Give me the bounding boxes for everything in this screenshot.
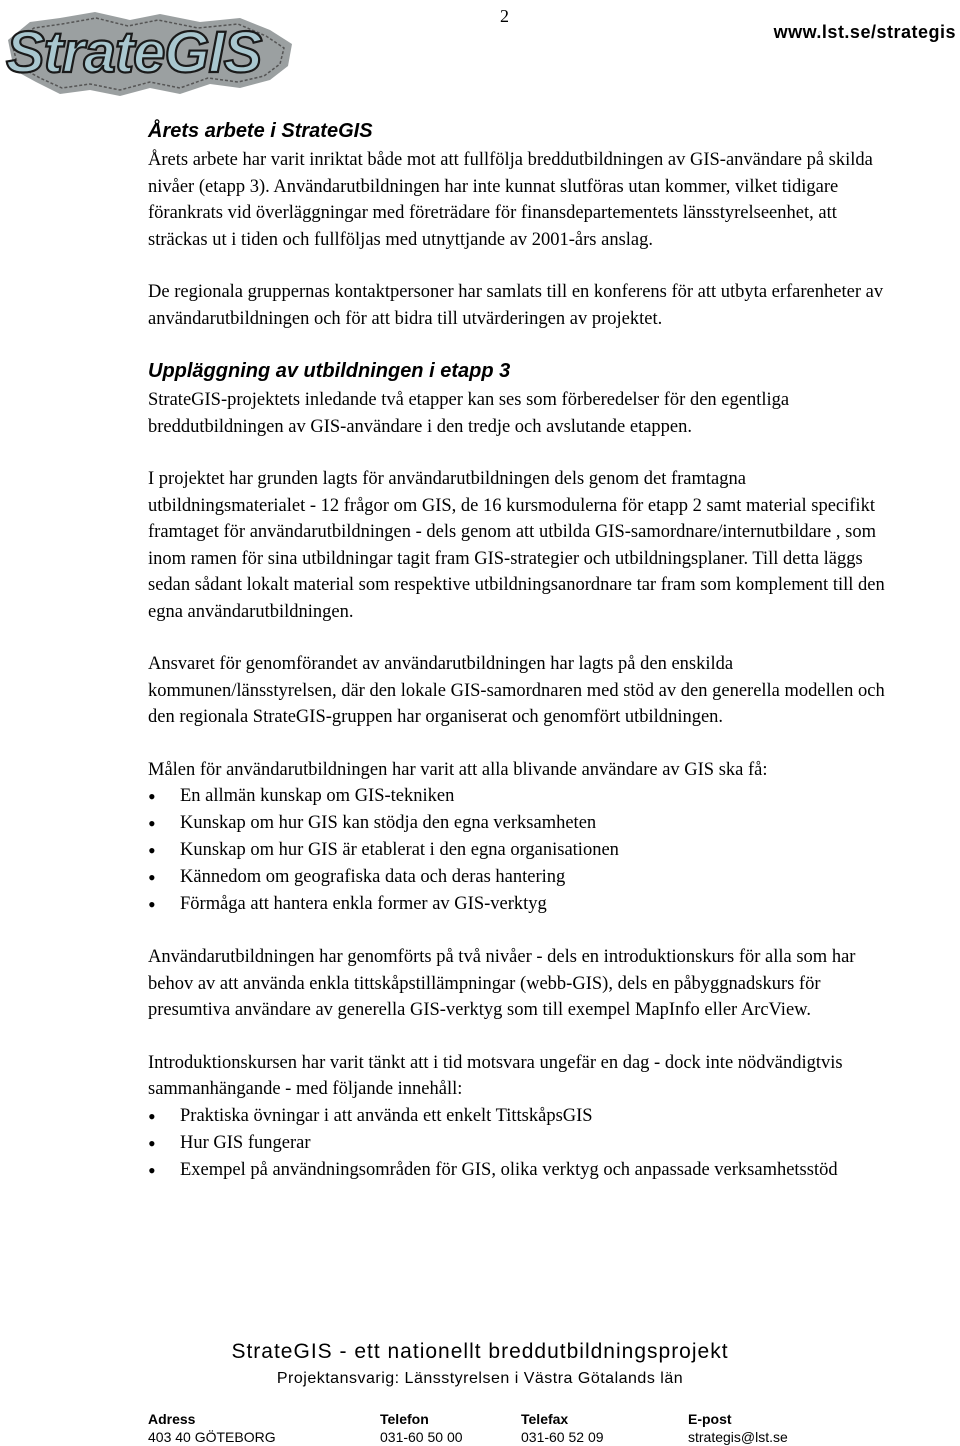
paragraph: Ansvaret för genomförandet av användarutbildningen har lagts på den enskilda kommunen/länsstyrelsen, där den lokale GIS-samordnaren med stöd av den generella modellen och den regionala StrateGIS-gruppen har organiserat och genomfört utbildningen. xyxy=(148,654,885,727)
list-item: • Kunskap om hur GIS kan stödja den egna verksamheten xyxy=(148,810,888,837)
section-heading-upplaggning: Uppläggning av utbildningen i etapp 3 xyxy=(148,360,511,382)
paragraph: Användarutbildningen har genomförts på två nivåer - dels en introduktionskurs för alla som har behov av att använda enkla tittskåpstillämpningar (webb-GIS), dels en påbyggnadskurs för presumtiva användare av generella GIS-verktyg som till exempel MapInfo eller ArcView. xyxy=(148,947,856,1020)
contact-email-link[interactable]: strategis@lst.se xyxy=(688,1429,788,1445)
list-item: • Kännedom om geografiska data och deras hantering xyxy=(148,864,888,891)
paragraph: StrateGIS-projektets inledande två etapper kan ses som förberedelser för den egentliga breddutbildningen av GIS-användare i den tredje och avslutande etappen. xyxy=(148,390,790,437)
list-item: • Kunskap om hur GIS är etablerat i den egna organisationen xyxy=(148,837,888,864)
contact-value: 403 40 GÖTEBORG xyxy=(148,1429,276,1445)
contact-address xyxy=(148,1410,276,1446)
goals-list xyxy=(148,783,888,918)
list-item: • Hur GIS fungerar xyxy=(148,1130,888,1157)
contact-label: Adress xyxy=(148,1411,196,1427)
section-heading-arets-arbete: Årets arbete i StrateGIS xyxy=(148,120,373,142)
logo-wordmark: StrateGIS xyxy=(6,20,262,85)
list-item: • Exempel på användningsområden för GIS, olika verktyg och anpassade verksamhetsstöd xyxy=(148,1157,888,1184)
list-item: • Praktiska övningar i att använda ett enkelt TittskåpsGIS xyxy=(148,1103,888,1130)
paragraph: I projektet har grunden lagts för användarutbildningen dels genom det framtagna utbildningsmaterialet - 12 frågor om GIS, de 16 kursmodulerna för etapp 2 samt material specifikt framtaget för användarutbildningen - dels genom att utbilda GIS-samordnare/internutbildare , som inom ramen för sina utbildningar tagit fram GIS-strategier och utbildningsplaner. Till detta läggs sedan sådant lokalt material som respektive utbildningsanordnare tar fram som komplement till den egna användarutbildningen. xyxy=(148,469,885,622)
paragraph: Årets arbete har varit inriktat både mot att fullfölja breddutbildningen av GIS-användare på skilda nivåer (etapp 3). Användarutbildningen har inte kunnat slutföras utan kommer, vilket tidigare förankrats vid överläggningar med företrädare för finansdepartementets länsstyrelseenhet, att sträckas ut i tiden och fullföljas med utnyttjande av 2001-års anslag. xyxy=(148,150,873,250)
contact-value: 031-60 52 09 xyxy=(521,1429,604,1445)
paragraph: De regionala gruppernas kontaktpersoner har samlats till en konferens för att utbyta erfarenheter av användarutbildningen och för att bidra till utvärderingen av projektet. xyxy=(148,282,884,329)
site-url-link[interactable]: www.lst.se/strategis xyxy=(773,22,956,42)
contact-label: Telefon xyxy=(380,1411,429,1427)
strategis-logo xyxy=(0,0,300,105)
contact-phone xyxy=(380,1410,463,1446)
footer-title: StrateGIS - ett nationellt breddutbildningsprojekt xyxy=(231,1340,729,1363)
contact-label: Telefax xyxy=(521,1411,569,1427)
contact-fax xyxy=(521,1410,604,1446)
contact-label: E-post xyxy=(688,1411,732,1427)
document-body xyxy=(148,118,888,1184)
page-number: 2 xyxy=(500,6,509,26)
list-item: • Förmåga att hantera enkla former av GIS-verktyg xyxy=(148,891,888,918)
footer-subtitle: Projektansvarig: Länsstyrelsen i Västra Götalands län xyxy=(276,1370,684,1387)
intro-course-paragraph: Introduktionskursen har varit tänkt att i tid motsvara ungefär en dag - dock inte nödvändigtvis sammanhängande - med följande innehåll: xyxy=(148,1052,843,1099)
intro-course-list xyxy=(148,1103,888,1184)
list-item: • En allmän kunskap om GIS-tekniken xyxy=(148,783,888,810)
contact-value: 031-60 50 00 xyxy=(380,1429,463,1445)
contact-email xyxy=(688,1410,788,1446)
goals-intro: Målen för användarutbildningen har varit att alla blivande användare av GIS ska få: xyxy=(148,759,768,780)
